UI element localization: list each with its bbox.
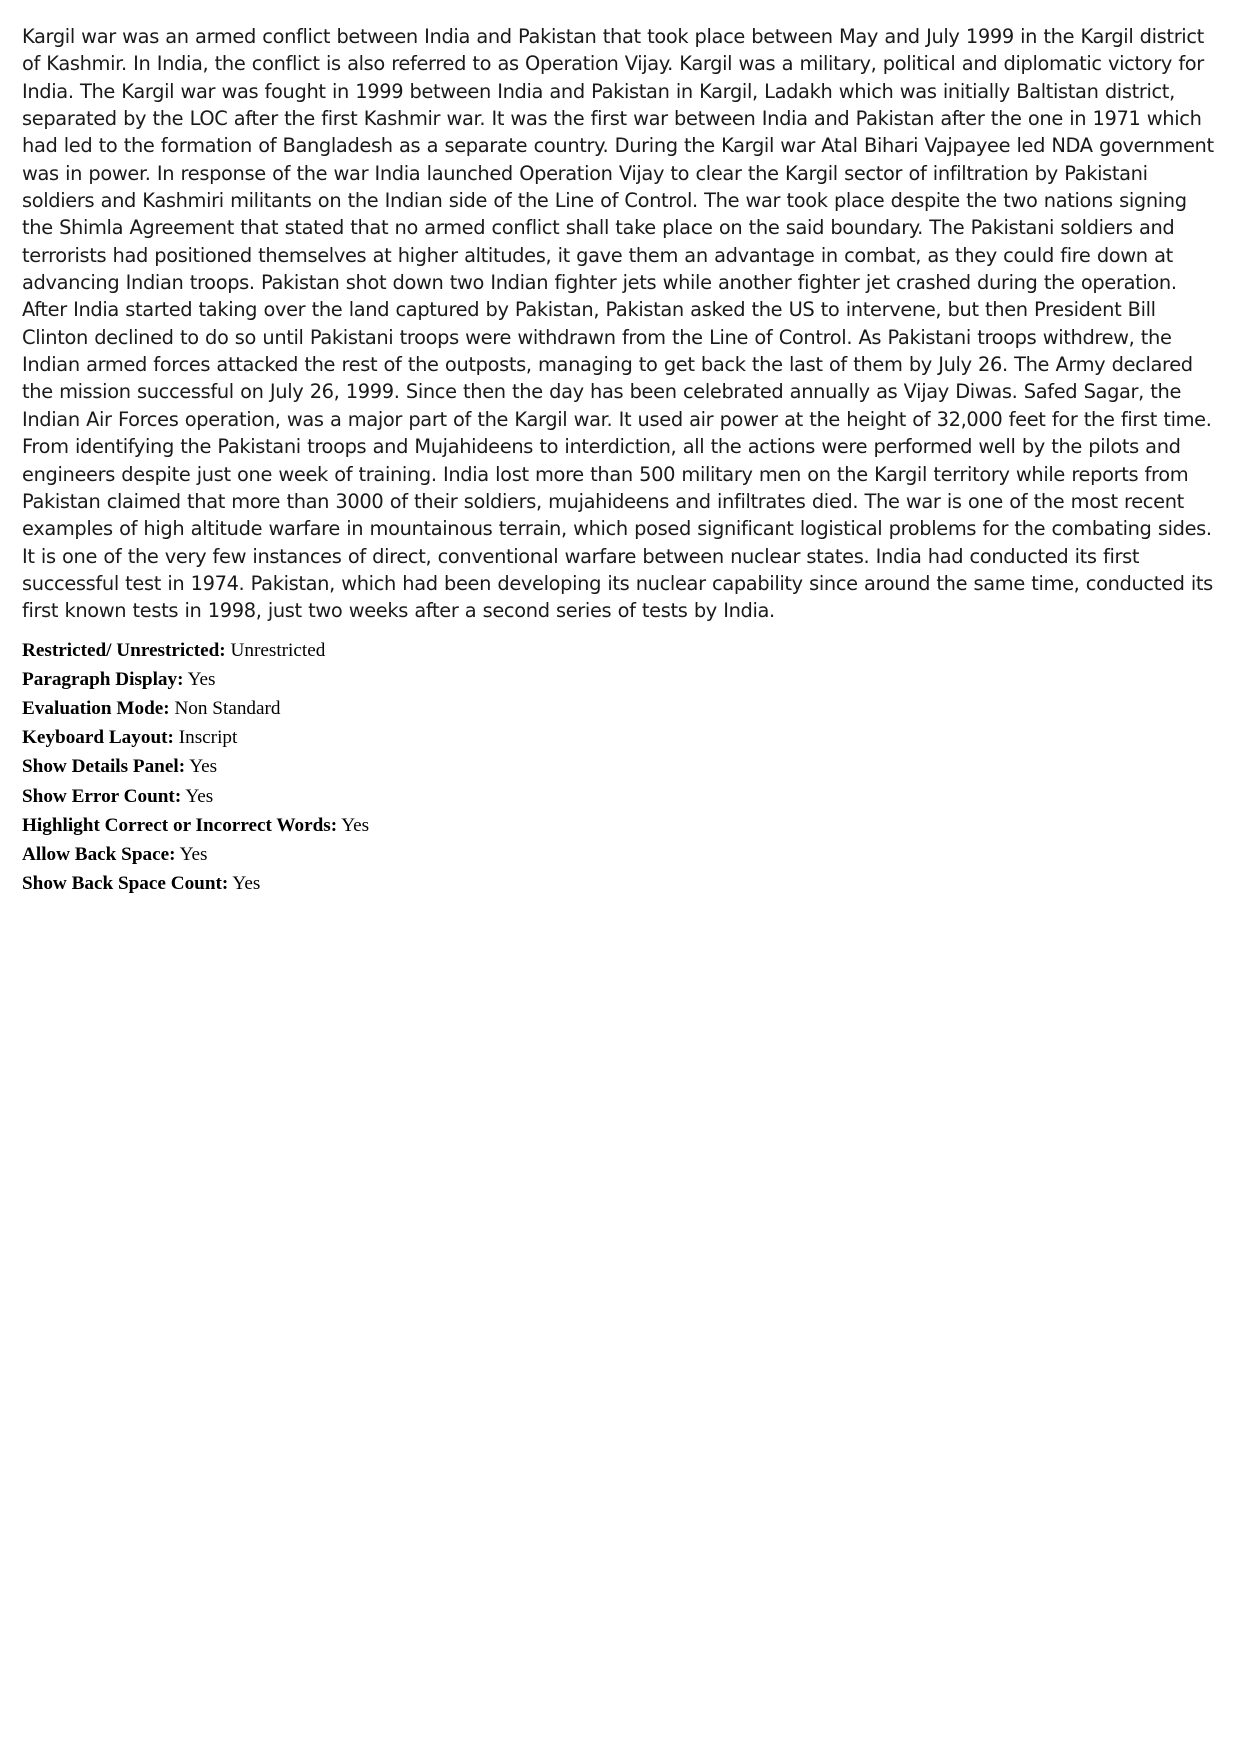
setting-value: Yes — [187, 668, 216, 690]
document-page — [22, 23, 1222, 898]
setting-label: Highlight Correct or Incorrect Words: — [22, 814, 338, 836]
setting-label: Evaluation Mode: — [22, 697, 170, 719]
setting-highlight-words — [22, 811, 1222, 840]
setting-paragraph-display — [22, 665, 1222, 694]
setting-show-error-count — [22, 782, 1222, 811]
setting-label: Restricted/ Unrestricted: — [22, 639, 226, 661]
setting-label: Show Error Count: — [22, 785, 182, 807]
setting-label: Allow Back Space: — [22, 843, 176, 865]
setting-value: Non Standard — [174, 697, 281, 719]
setting-label: Keyboard Layout: — [22, 727, 174, 749]
setting-value: Yes — [189, 756, 218, 778]
passage-text: Kargil war was an armed conflict between India and Pakistan that took place between May and July 1999 in the Kargil district of Kashmir. In India, the conflict is also referred to as Operation Vijay. Kargil was a military, political and diplomatic victory for India. The Kargil war was fought in 1999 between India and Pakistan in Kargil, Ladakh which was initially Baltistan district, separated by the LOC after the first Kashmir war. It was the first war between India and Pakistan after the one in 1971 which had led to the formation of Bangladesh as a separate country. During the Kargil war Atal Bihari Vajpayee led NDA government was in power. In response of the war India launched Operation Vijay to clear the Kargil sector of infiltration by Pakistani soldiers and Kashmiri militants on the Indian side of the Line of Control. The war took place despite the two nations signing the Shimla Agreement that stated that no armed conflict shall take place on the said boundary. The Pakistani soldiers and terrorists had positioned themselves at higher altitudes, it gave them an advantage in combat, as they could fire down at advancing Indian troops. Pakistan shot down two Indian fighter jets while another fighter jet crashed during the operation. After India started taking over the land captured by Pakistan, Pakistan asked the US to intervene, but then President Bill Clinton declined to do so until Pakistani troops were withdrawn from the Line of Control. As Pakistani troops withdrew, the Indian armed forces attacked the rest of the outposts, managing to get back the last of them by July 26. The Army declared the mission successful on July 26, 1999. Since then the day has been celebrated annually as Vijay Diwas. Safed Sagar, the Indian Air Forces operation, was a major part of the Kargil war. It used air power at the height of 32,000 feet for the first time. From identifying the Pakistani troops and Mujahideens to interdiction, all the actions were performed well by the pilots and engineers despite just one week of training. India lost more than 500 military men on the Kargil territory while reports from Pakistan claimed that more than 3000 of their soldiers, mujahideens and infiltrates died. The war is one of the most recent examples of high altitude warfare in mountainous terrain, which posed significant logistical problems for the combating sides. It is one of the very few instances of direct, conventional warfare between nuclear states. India had conducted its first successful test in 1974. Pakistan, which had been developing its nuclear capability since around the same time, conducted its first known tests in 1998, just two weeks after a second series of tests by India. — [22, 25, 1214, 623]
setting-show-details-panel — [22, 752, 1222, 781]
setting-value: Yes — [341, 814, 370, 836]
setting-label: Paragraph Display: — [22, 668, 184, 690]
setting-show-back-space-count — [22, 869, 1222, 898]
setting-keyboard-layout — [22, 723, 1222, 752]
setting-label: Show Details Panel: — [22, 756, 186, 778]
setting-label: Show Back Space Count: — [22, 873, 229, 895]
setting-restricted — [22, 636, 1222, 665]
setting-allow-back-space — [22, 840, 1222, 869]
settings-list — [22, 636, 1222, 899]
setting-value: Yes — [179, 843, 208, 865]
setting-value: Yes — [185, 785, 214, 807]
setting-evaluation-mode — [22, 694, 1222, 723]
setting-value: Unrestricted — [230, 639, 326, 661]
setting-value: Inscript — [178, 727, 238, 749]
setting-value: Yes — [232, 873, 261, 895]
